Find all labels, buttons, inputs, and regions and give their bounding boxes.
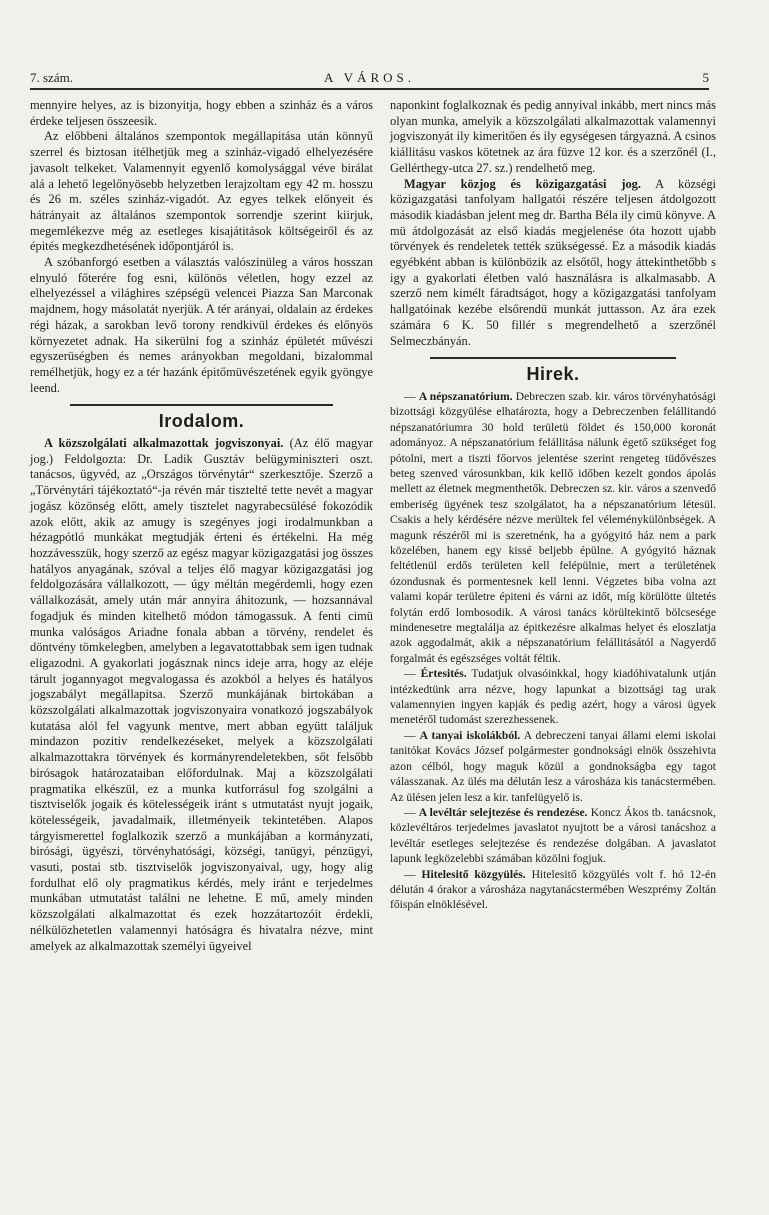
- book-title: Magyar közjog és közigazgatási jog.: [404, 176, 641, 191]
- newspaper-title: A VÁROS.: [323, 70, 415, 85]
- page-number: 5: [702, 70, 709, 85]
- news-title: Hitelesitő közgyülés.: [421, 867, 526, 881]
- book-title: A közszolgálati alkalmazottak jogviszonyai.: [44, 436, 284, 451]
- section-divider: [70, 404, 333, 406]
- right-column: [390, 98, 716, 913]
- news-item: — A tanyai iskolákból. A debreczeni tanyai állami elemi iskolai tanitókat Kovács József polgármester gondnoksági elnök összehivta azon célból, hogy maguk közül a gondnokságba egy tagot válasszanak. Az ülés ma délután lesz a városháza kis tanácstermében. Az ülésen jelen lesz a kir. tanfelügyelő is.: [390, 728, 716, 804]
- news-item: — A levéltár selejtezése és rendezése. Koncz Ákos tb. tanácsnok, közlevéltáros terjedelmes javaslatot nyujtott be a városi tanácshoz a levéltár esetleges selejtezése és rendezése dolgában. A javaslatot lapunk legközelebbi számában közölni fogjuk.: [390, 805, 717, 866]
- news-text: Tudatjuk olvasóinkkal, hogy kiadóhivatalunk utján intézkedtünk arra nézve, hogy lapunkat a bizottsági tag urak valamennyien ingyen kapják és pedig azért, hogy a városi ügyek menetéről tudomást szerezhessenek.: [390, 667, 716, 727]
- book-review: [390, 177, 716, 350]
- news-text: Koncz Ákos tb. tanácsnok, közlevéltáros terjedelmes javaslatot nyujtott be a városi tanácshoz a levéltár esetleges selejtezése és rendezése dolgában. A javaslatot lapunk legközelebbi számában közölni fogjuk.: [390, 805, 717, 866]
- news-list: [390, 389, 716, 913]
- article-paragraph: Az előbbeni általános szempontok megállapitása után könnyű szerrel és biztosan itélhetjük meg a szinház-vigadó elhelyezésére javasolt telkeket. Valamennyit egyenlő komolysággal véve birálat alá a lehető legelőnyösebb helyzetben lerajzoltam egy 42 m. hosszu és 26 m. széles szinház-vigadót. Az egyes telkek előnyeit és hátrányait az általános szempontok sorrendje szerint kiirjuk, megemlékezve még az esetleges kisajátitások költségeiről és az épités megkezdhetésének időpontjáról is.: [30, 129, 373, 254]
- news-text: Debreczen szab. kir. város törvényhatósági bizottsági közgyülése elhatározta, hogy a Debreczenben felállitandó népszanatóriumra 30 hold területü földet és 150,000 koronát adományoz. A népszanatórium felállitása nálunk égető szükséget fog pótolni, mert a tiszti főorvos jelentése szerint rengeteg tüdővészes beteg szenved városunkban, kik kellő időben kezelt gondos ápolás mellett az életnek megmenthetők. Debreczen sz. kir. város a szenvedő emberiség ügyének tesz szolgálatot, ha a népszanatórium létesül. Csakis a hely kérdésére nézve merültek fel véleménykülönbségek. A magunk részéről mi is szeretnénk, ha a gyógyitó ház nem a park közelében, hanem egy kissé beljebb épülne. A gyógyitó háznak feltétlenül erdős területen kell felépülnie, mert a területének ózondusnak és pormentesnek kell lenni. Végzetes biba volna azt valami kopár területre épiteni és várni az időt, míg körülötte ültetés folytán erdő lombosodik. A városi tanács körültekintő bölcsesége mindenesetre megtalálja az épitkezésre alkalmas helyet és eloszlatja azok aggodalmát, akik a népszanatórium felállitásától a Nagyerdő forgalmát és egészséges voltát féltik.: [390, 389, 716, 665]
- book-review-text: (Az élő magyar jog.) Feldolgozta: Dr. Ladik Gusztáv belügyminiszteri oszt. tanácsos, ügyvéd, az „Országos törvénytár“ szerkesztője. Szerző a „Törvénytári tájékoztató“-ja révén már tisztelté tette nevét a magyar jogász közönség előtt, amely tisztelet nagyrabecsülésé fokozódik azok előtt, akik az amugy is szegényes jogi irodalmunkban a hézagpótló munkákat megtudják érteni és értékelni. Ha még hozzávesszük, hogy szerző az egész magyar közigazgatási jog összes hatályos anyagának, szóval a teljes élő magyar közigazgatási jog feldolgozására vállalkozott, — úgy méltán megérdemli, hogy ezen vállalkozását, amely után már annyira áhitozunk, — hozsannával fogadjuk és minden kitelhető módon támogassuk. A fenti cimü munka valóságos Ariadne fonala abban a törvény, rendelet és döntvény tömkelegben, amelyben a legavatottabbak sem igen tudnak eligazodni. A gyakorlati jogásznak nincs ideje arra, hogy az eléje tárult jogannyagot megvalogassa és azokból a helyes és hatályos jogszabályt megállapitsa. Szerző munkájának birtokában a közszolgálati alkalmazottak jogviszonyaira vonatkozó jogszabályok kutatása alól fel vagyunk mentve, mert abban együtt találjuk mindazon pozitiv rendelkezéseket, melyek a közszolgálati alkalmazottakra törvények és kormányrendeletekben, sőt felsőbb birósagok határozataiban előfordulnak. Maj a közszolgálati pragmatika elkészül, ez a munka kutforrásul fog szolgálni a tisztviselők jogaik és kötelességeik iránt s utmutatást nyujt jogaik, kötelességeik, javadalmaik, illetményeik tekintetében. Alapos tárgyismerettel foglalkozik szerző a munkájában a kormányzati, birósági, ügyészi, törvényhatósági, községi, tanügyi, pénzügyi, vasuti, postai stb. tisztviselők jogviszonyaival, ugy, hogy alig fordulhat elő oly pragmatikus kérdés, mely iránt e terjedelmes munkában utmutatást találni ne lehetne. E mű, amely minden közszolgálati alkalmazottat és ezek hozzátartozóit érdekli, nélkülözhetetlen valamennyi hatóságra és hivatalra nézve, mint amelyek az alkalmazottak személyi ügyeivel: [30, 436, 374, 953]
- news-title: A tanyai iskolákból.: [419, 728, 521, 742]
- news-text: Hitelesitő közgyülés volt f. hó 12-én délután 4 órakor a városháza nagytanácstermében Weszprémy Zoltán főispán elnöklésével.: [390, 867, 716, 912]
- news-text: A debreczeni tanyai állami elemi iskolai tanitókat Kovács József polgármester gondnoksági elnök összehivta azon célból, hogy maguk közül a gondnokságba egy tagot válasszanak. Az ülés ma délután lesz a városháza kis tanácstermében. Az ülésen jelen lesz a kir. tanfelügyelő is.: [390, 728, 716, 804]
- news-item: — Hitelesitő közgyülés. Hitelesitő közgyülés volt f. hó 12-én délután 4 órakor a városháza nagytanácstermében Weszprémy Zoltán főispán elnöklésével.: [390, 867, 716, 912]
- section-title-irodalom: Irodalom.: [158, 411, 245, 432]
- section-title-hirek: Hirek.: [526, 364, 580, 385]
- page-header: [30, 68, 709, 90]
- book-review: [30, 436, 373, 954]
- news-title: A levéltár selejtezése és rendezése.: [418, 805, 588, 819]
- news-item: — Értesités. Tudatjuk olvasóinkkal, hogy kiadóhivatalunk utján intézkedtünk arra nézve, hogy lapunkat a bizottsági tag urak valamennyien ingyen kapják és pedig azért, hogy a városi ügyek menetéről tudomást szerezhessenek.: [390, 667, 716, 727]
- issue-number: 7. szám.: [30, 70, 73, 85]
- article-paragraph: mennyire helyes, az is bizonyitja, hogy ebben a szinház és a város érdeke teljesen összeesik.: [30, 98, 373, 128]
- section-divider: [430, 357, 676, 359]
- article-paragraph: naponkint foglalkoznak és pedig annyival inkább, mert nincs más olyan munka, amelyik a közszolgálati alkalmazottak valamennyi jogviszonyát ily kimeritően és ily egységesen tárgyazná. A csinos kiállitásu vaskos kötetnek az ára füzve 12 kor. és a szerzőnél (I., Gellérthegy-utca 27. sz.) rendelhető meg.: [390, 98, 716, 175]
- news-title: Értesités.: [420, 667, 467, 681]
- news-title: A népszanatórium.: [418, 389, 513, 403]
- book-review-text: A községi közigazgatási tanfolyam hallgatói részére teljesen átdolgozott második kiadásban jelent meg dr. Bartha Béla ily cimü könyve. A mü átdolgozását az első kiadás megjelenése óta hozott ujabb törvények és rendeletek tették szükségessé. Ez a második kiadás egyébként abban is különbözik az elsőtől, hogy áttekinthetőbb s igy a gyakorlati életben való használásra is alkalmasabb. A szerző nem kimélt fáradtságot, hogy a közigazgatási tanfolyam hallgatóinak kezébe elsőrendü munkát juttasson. Az ára ezek számára 6 K. 50 fillér s megrendelhető a szerzőnél Selmeczbányán.: [390, 176, 717, 348]
- news-item: — A népszanatórium. Debreczen szab. kir. város törvényhatósági bizottsági közgyülése elhatározta, hogy a Debreczenben felállitandó népszanatóriumra 30 hold területü földet és 150,000 koronát adományoz. A népszanatórium felállitása nálunk égető szükséget fog pótolni, mert a tiszti főorvos jelentése szerint rengeteg tüdővészes beteg szenved városunkban, kik kellő időben kezelt gondos ápolás mellett az életnek megmenthetők. Debreczen sz. kir. város a szenvedő emberiség ügyének tesz szolgálatot, ha a népszanatórium létesül. Csakis a hely kérdésére nézve merültek fel véleménykülönbségek. A magunk részéről mi is szeretnénk, ha a gyógyitó ház nem a park közelében, hanem egy kissé beljebb épülne. A gyógyitó háznak feltétlenül erdős területen kell felépülnie, mert a területének ózondusnak és pormentesnek kell lenni. Végzetes biba volna azt valami kopár területre épiteni és várni az időt, míg körülötte ültetés folytán erdő lombosodik. A városi tanács körültekintő bölcsesége mindenesetre megtalálja az épitkezésre alkalmas helyet és eloszlatja azok aggodalmát, akik a népszanatórium felállitásától a Nagyerdő forgalmát és egészséges voltát féltik.: [390, 389, 716, 665]
- article-paragraph: A szóbanforgó esetben a választás valószinüleg a város hosszan elnyuló főterére fog esni, különös véletlen, hogy ezzel az elhelyezéssel a világhires szépségü velencei Piazza San Marconak majdnem, hogy másolatát nyerjük. A tér arányai, oldalain az érdekes régi házak, a sarokban levő torony rendkivül érdekes és előnyös környezetet adnak. Ha sikerülni fog a szinház épületét művészi egyszerüségben és nemes arányokban megoldani, bizalommal remélhetjük, hogy ez a tér hazánk épitőmüvészetének egyik gyöngye leend.: [30, 255, 373, 395]
- left-column: [30, 98, 373, 954]
